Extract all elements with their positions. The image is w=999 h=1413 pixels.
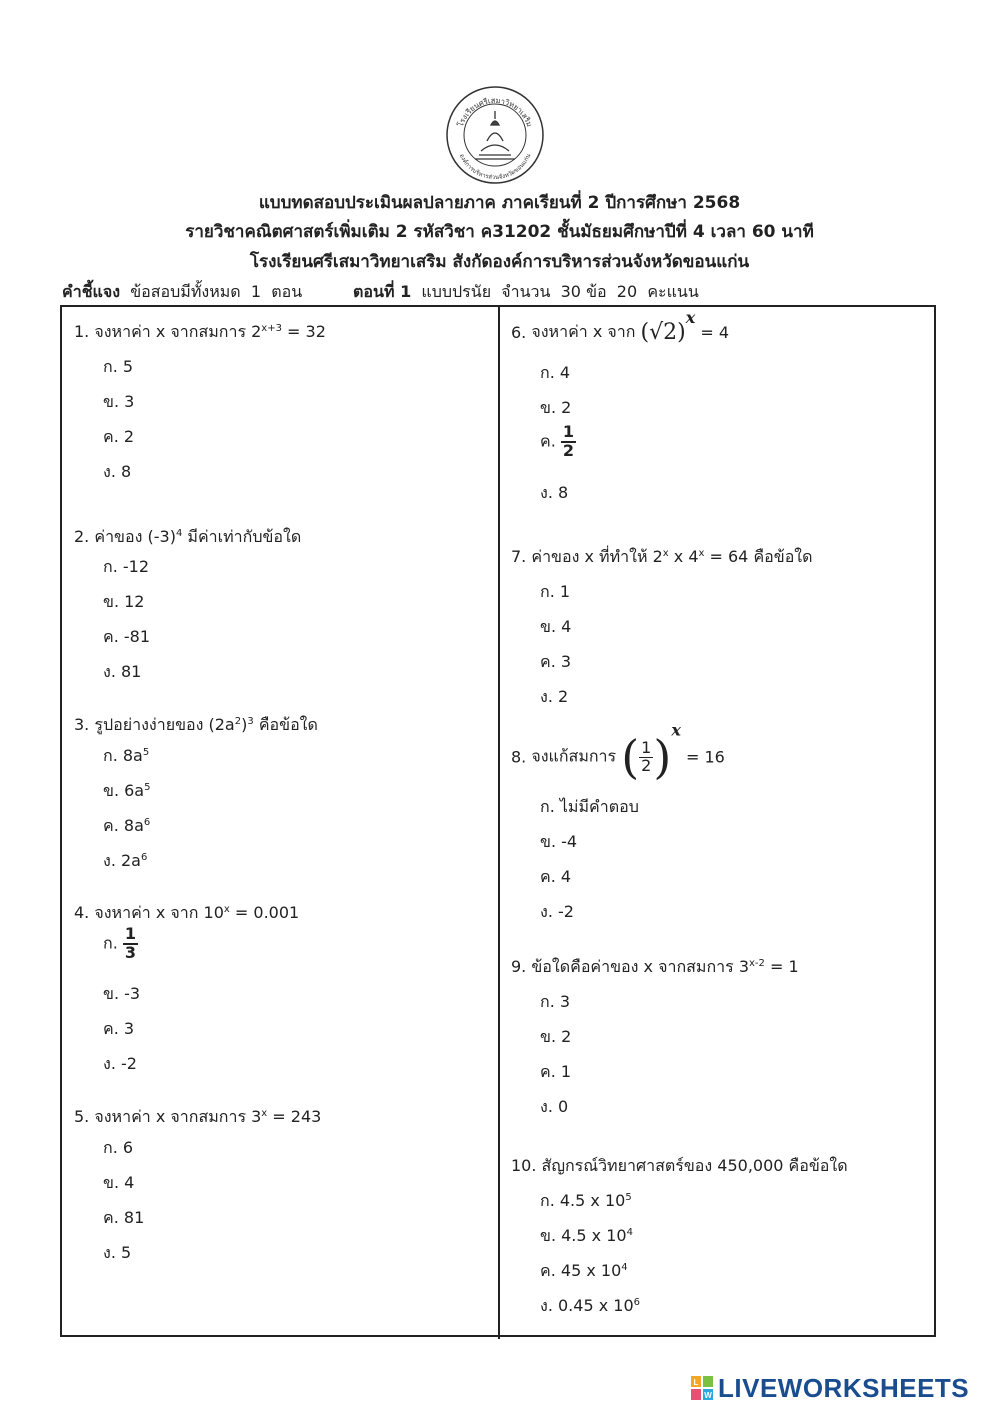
question-3: 3. รูปอย่างง่ายของ $(2a^2)^3$ คือข้อใด — [74, 715, 318, 734]
option-2c[interactable]: ค. -81 — [103, 627, 151, 646]
option-2a[interactable]: ก. -12 — [103, 557, 150, 576]
option-10d[interactable]: ง. 0.45 x $10^6$ — [540, 1296, 640, 1315]
question-6: 6. จงหาค่า x จาก $(√2)^x = 4$ — [511, 308, 730, 345]
school-logo — [445, 85, 545, 185]
question-9: 9. ข้อใดคือค่าของ x จากสมการ $3^{x-2} = 1$ — [511, 957, 799, 976]
question-2: 2. ค่าของ $(-3)^4$ มีค่าเท่ากับข้อใด — [74, 527, 302, 546]
liveworksheets-cube-icon — [690, 1375, 714, 1401]
option-9c[interactable]: ค. 1 — [540, 1062, 572, 1081]
option-2d[interactable]: ง. 81 — [103, 662, 142, 681]
option-8a[interactable]: ก. ไม่มีคำตอบ — [540, 797, 639, 816]
subject-line: รายวิชาคณิตศาสตร์เพิ่มเติม 2 รหัสวิชา ค31202 ชั้นมัธยมศึกษาปีที่ 4 เวลา 60 นาที — [185, 222, 814, 242]
option-4c[interactable]: ค. 3 — [103, 1019, 135, 1038]
exam-title: แบบทดสอบประเมินผลปลายภาค ภาคเรียนที่ 2 ปีการศึกษา 2568 — [258, 193, 741, 213]
option-7c[interactable]: ค. 3 — [540, 652, 572, 671]
part-label: ตอนที่ 1 — [353, 282, 412, 301]
option-3a[interactable]: ก. $8a^5$ — [103, 746, 150, 765]
svg-text:W: W — [704, 1391, 712, 1400]
question-10: 10. สัญกรณ์วิทยาศาสตร์ของ 450,000 คือข้อใด — [511, 1156, 848, 1175]
instructions-text: ข้อสอบมีทั้งหมด 1 ตอน — [130, 282, 303, 301]
option-7b[interactable]: ข. 4 — [540, 617, 572, 636]
option-4d[interactable]: ง. -2 — [103, 1054, 137, 1073]
option-7d[interactable]: ง. 2 — [540, 687, 569, 706]
option-10b[interactable]: ข. 4.5 x $10^4$ — [540, 1226, 633, 1245]
part-text: แบบปรนัย จำนวน 30 ข้อ 20 คะแนน — [421, 282, 699, 301]
option-5c[interactable]: ค. 81 — [103, 1208, 145, 1227]
instructions — [62, 280, 699, 305]
question-5: 5. จงหาค่า x จากสมการ $3^x = 243$ — [74, 1107, 322, 1126]
instructions-label: คำชี้แจง — [62, 282, 121, 301]
option-1a[interactable]: ก. 5 — [103, 357, 134, 376]
option-8d[interactable]: ง. -2 — [540, 902, 574, 921]
option-1d[interactable]: ง. 8 — [103, 462, 132, 481]
option-1c[interactable]: ค. 2 — [103, 427, 135, 446]
option-6c[interactable]: ค. $\frac{1}{2}$ — [540, 422, 575, 460]
option-5b[interactable]: ข. 4 — [103, 1173, 135, 1192]
option-8b[interactable]: ข. -4 — [540, 832, 578, 851]
option-5d[interactable]: ง. 5 — [103, 1243, 132, 1262]
option-9a[interactable]: ก. 3 — [540, 992, 571, 1011]
option-3b[interactable]: ข. $6a^5$ — [103, 781, 151, 800]
option-3d[interactable]: ง. $2a^6$ — [103, 851, 148, 870]
option-1b[interactable]: ข. 3 — [103, 392, 135, 411]
column-divider — [498, 305, 500, 1339]
option-4b[interactable]: ข. -3 — [103, 984, 141, 1003]
option-4a[interactable]: ก. $\frac{1}{3}$ — [103, 924, 137, 962]
option-6b[interactable]: ข. 2 — [540, 398, 572, 417]
option-5a[interactable]: ก. 6 — [103, 1138, 134, 1157]
school-line: โรงเรียนศรีเสมาวิทยาเสริม สังกัดองค์การบริหารส่วนจังหวัดขอนแก่น — [249, 252, 750, 272]
logo-text-bottom: องค์การบริหารส่วนจังหวัดขอนแก่น — [457, 152, 533, 182]
option-2b[interactable]: ข. 12 — [103, 592, 145, 611]
liveworksheets-watermark — [690, 1372, 969, 1404]
option-3c[interactable]: ค. $8a^6$ — [103, 816, 151, 835]
option-10c[interactable]: ค. 45 x $10^4$ — [540, 1261, 628, 1280]
option-7a[interactable]: ก. 1 — [540, 582, 571, 601]
question-1: 1. จงหาค่า x จากสมการ $2^{x+3} = 32$ — [74, 322, 326, 341]
option-9b[interactable]: ข. 2 — [540, 1027, 572, 1046]
option-8c[interactable]: ค. 4 — [540, 867, 572, 886]
logo-text-top: โรงเรียนศรีเสมาวิทยาเสริม — [455, 95, 535, 128]
option-6a[interactable]: ก. 4 — [540, 363, 571, 382]
question-8: 8. จงแก้สมการ ( $\frac{1}{2}$ )$^x$ = 16 — [511, 720, 725, 784]
svg-text:L: L — [693, 1378, 699, 1387]
option-6d[interactable]: ง. 8 — [540, 483, 569, 502]
liveworksheets-text: LIVEWORKSHEETS — [718, 1372, 970, 1403]
question-4: 4. จงหาค่า x จาก $10^x = 0.001$ — [74, 903, 300, 922]
option-9d[interactable]: ง. 0 — [540, 1097, 569, 1116]
option-10a[interactable]: ก. 4.5 x $10^5$ — [540, 1191, 632, 1210]
question-7: 7. ค่าของ x ที่ทำให้ 2$^x$ x $4^x = 64$ คือข้อใด — [511, 547, 813, 566]
